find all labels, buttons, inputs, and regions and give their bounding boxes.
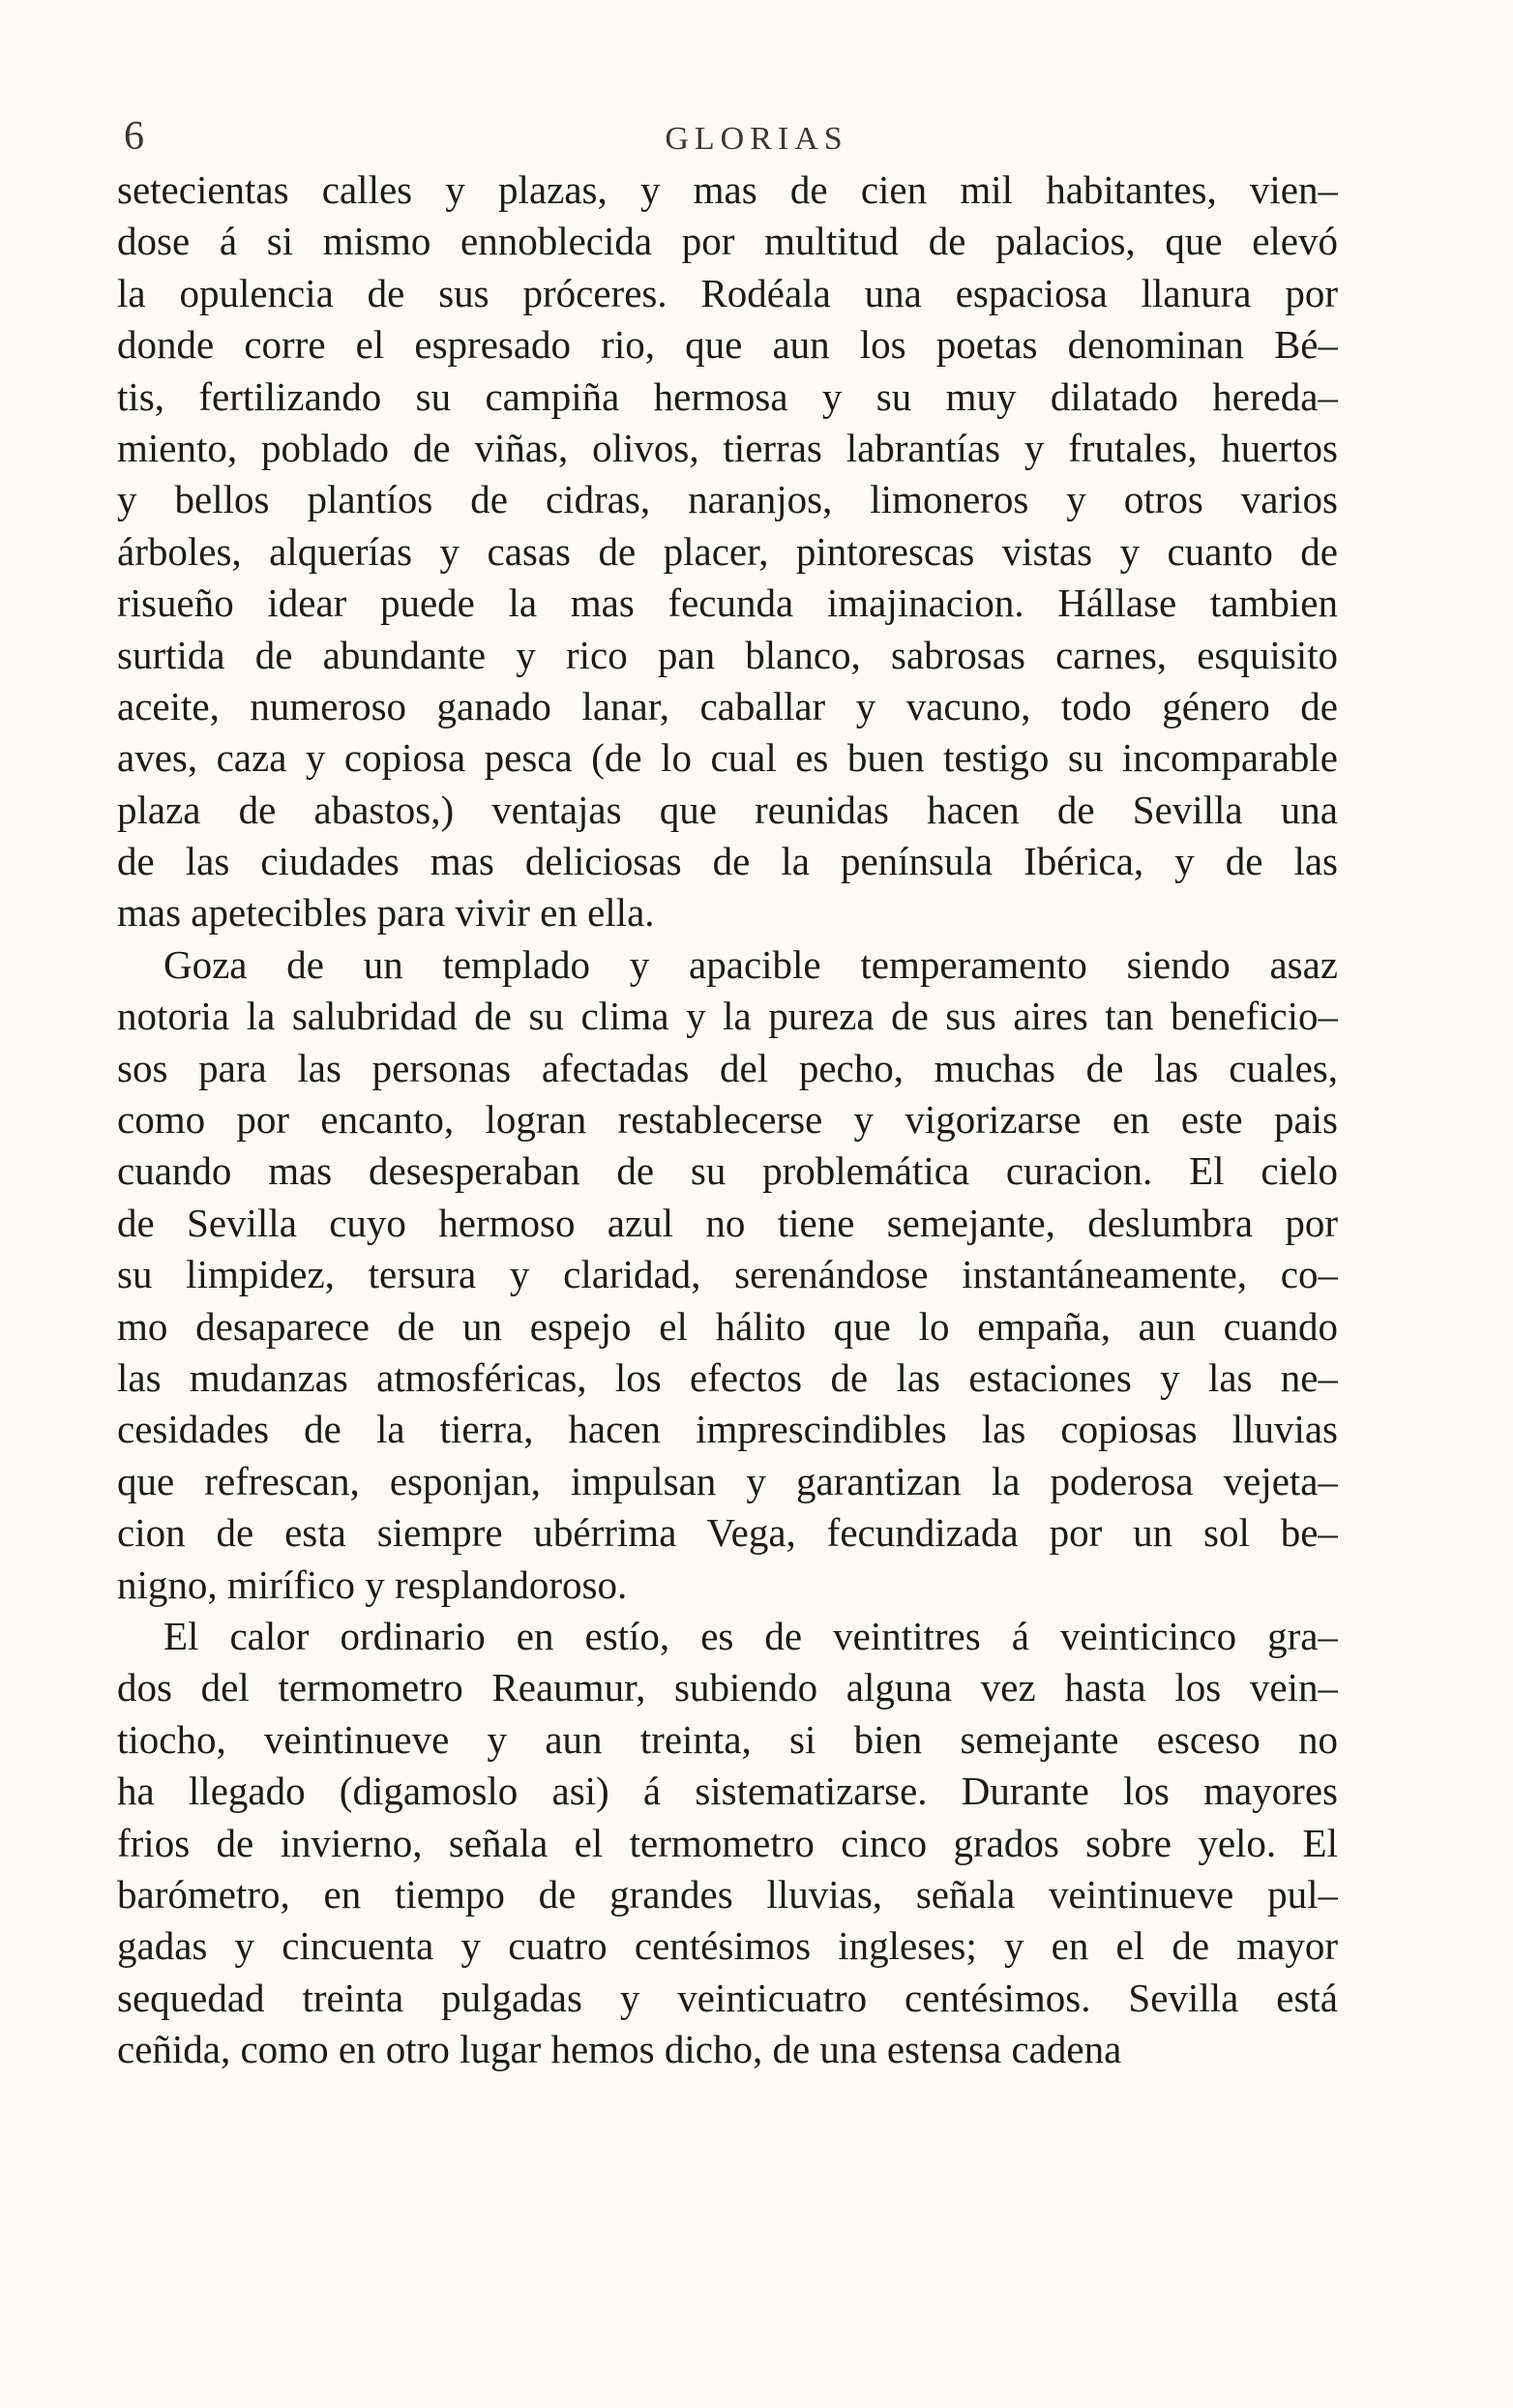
text-line: dos del termometro Reaumur, subiendo alguna vez hasta los vein– [117,1665,1338,1710]
text-line: mas apetecibles para vivir en ella. [117,890,655,936]
text-line: dose á si mismo ennoblecida por multitud de palacios, que elevó [117,219,1338,264]
text-line: cion de esta siempre ubérrima Vega, fecundizada por un sol be– [117,1510,1338,1556]
text-line: aceite, numeroso ganado lanar, caballar y vacuno, todo género de [117,683,1338,728]
paragraph [117,164,1338,939]
text-line: mo desaparece de un espejo el hálito que lo empaña, aun cuando [117,1303,1338,1349]
text-line: setecientas calles y plazas, y mas de cien mil habitantes, vien– [117,167,1338,212]
paragraph [117,939,1338,1611]
text-line: su limpidez, tersura y claridad, serenándose instantáneamente, co– [117,1252,1338,1297]
paragraph [117,1611,1338,2076]
text-line: frios de invierno, señala el termometro cinco grados sobre yelo. El [117,1820,1338,1865]
running-head: GLORIAS [665,121,848,157]
text-line: y bellos plantíos de cidras, naranjos, limoneros y otros varios [117,477,1338,522]
text-line: nigno, mirífico y resplandoroso. [117,1561,628,1607]
text-line: donde corre el espresado rio, que aun los poetas denominan Bé– [117,322,1338,368]
text-line: que refrescan, esponjan, impulsan y garantizan la poderosa vejeta– [117,1458,1338,1503]
page-number: 6 [124,114,144,159]
text-line: de las ciudades mas deliciosas de la península Ibérica, y de las [117,839,1338,884]
text-line: surtida de abundante y rico pan blanco, sabrosas carnes, esquisito [117,632,1338,677]
text-line: de Sevilla cuyo hermoso azul no tiene semejante, deslumbra por [117,1200,1338,1245]
text-line: ceñida, como en otro lugar hemos dicho, de una estensa cadena [117,2027,1122,2072]
text-line: tis, fertilizando su campiña hermosa y su muy dilatado hereda– [117,373,1338,419]
text-line: ha llegado (digamoslo asi) á sistematizarse. Durante los mayores [117,1769,1338,1814]
text-line: la opulencia de sus próceres. Rodéala una espaciosa llanura por [117,270,1338,315]
text-line: cesidades de la tierra, hacen imprescindibles las copiosas lluvias [117,1407,1338,1452]
text-line: Goza de un templado y apacible temperamento siendo asaz [163,941,1338,987]
text-line: cuando mas desesperaban de su problemática curacion. El cielo [117,1148,1338,1194]
text-line: El calor ordinario en estío, es de veintitres á veinticinco gra– [163,1613,1338,1658]
text-line: sos para las personas afectadas del pecho, muchas de las cuales, [117,1045,1338,1090]
text-line: barómetro, en tiempo de grandes lluvias, señala veintinueve pul– [117,1871,1338,1917]
text-line: notoria la salubridad de su clima y la pureza de sus aires tan beneficio– [117,994,1338,1039]
text-line: plaza de abastos,) ventajas que reunidas hacen de Sevilla una [117,787,1338,832]
text-line: las mudanzas atmosféricas, los efectos de las estaciones y las ne– [117,1354,1338,1400]
text-line: sequedad treinta pulgadas y veinticuatro centésimos. Sevilla está [117,1975,1338,2020]
text-line: aves, caza y copiosa pesca (de lo cual es buen testigo su incomparable [117,735,1338,781]
body-text [117,164,1338,2075]
text-line: miento, poblado de viñas, olivos, tierras labrantías y frutales, huertos [117,425,1338,470]
text-line: risueño idear puede la mas fecunda imajinacion. Hállase tambien [117,580,1338,626]
text-line: árboles, alquerías y casas de placer, pintorescas vistas y cuanto de [117,528,1338,574]
text-line: como por encanto, logran restablecerse y vigorizarse en este pais [117,1097,1338,1143]
text-line: tiocho, veintinueve y aun treinta, si bien semejante esceso no [117,1716,1338,1762]
text-line: gadas y cincuenta y cuatro centésimos ingleses; y en el de mayor [117,1923,1338,1969]
